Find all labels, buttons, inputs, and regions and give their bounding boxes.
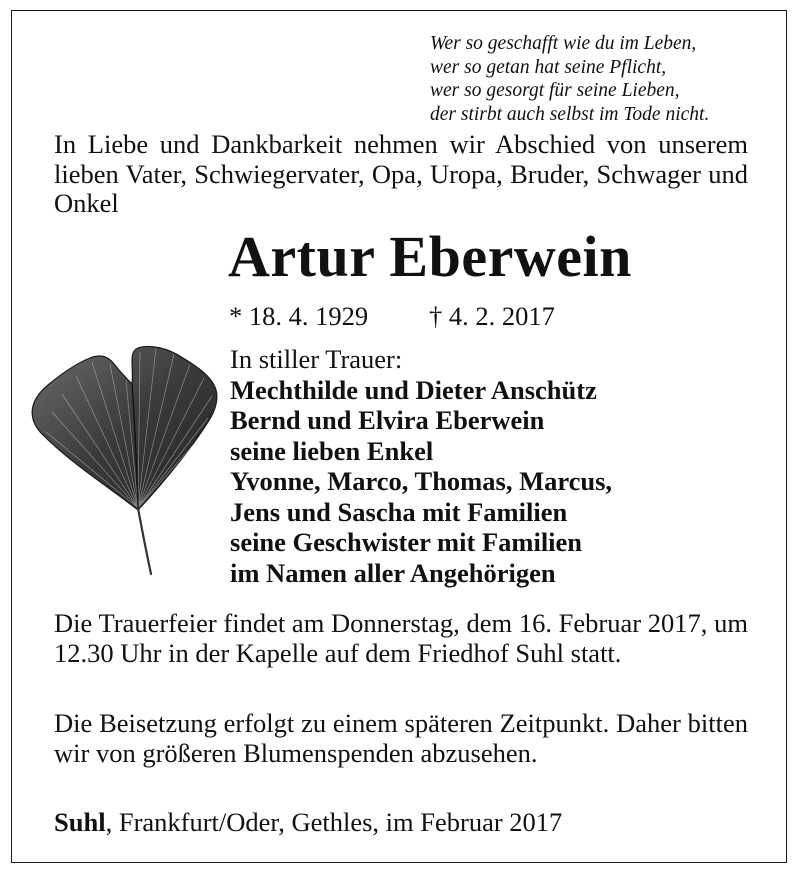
mourner-line: Yvonne, Marco, Thomas, Marcus, (230, 466, 613, 496)
intro-text: In Liebe und Dankbarkeit nehmen wir Abschied von unserem lieben Vater, Schwiegervater, Opa, Uropa, Bruder, Schwager und Onkel (54, 129, 748, 218)
mourner-line: seine lieben Enkel (230, 435, 434, 466)
mourner-line: seine Geschwister mit Familien (230, 527, 583, 557)
signature-line (54, 806, 562, 838)
deceased-name: Artur Eberwein (228, 224, 632, 289)
poem-line: der stirbt auch selbst im Tode nicht. (430, 103, 710, 125)
poem-line: Wer so geschafft wie du im Leben, (430, 33, 697, 54)
signature-place: Suhl (54, 807, 106, 837)
mourner-line: im Namen aller Angehörigen (230, 557, 556, 588)
poem (430, 32, 770, 126)
mourner-line: Mechthilde und Dieter Anschütz (230, 374, 597, 405)
birth-date: * 18. 4. 1929 (229, 301, 369, 331)
mourners-heading: In stiller Trauer: (230, 344, 403, 374)
poem-line: wer so getan hat seine Pflicht, (430, 56, 667, 78)
funeral-info: Die Trauerfeier findet am Donnerstag, dem 16. Februar 2017, um 12.30 Uhr in der Kapelle auf dem Friedhof Suhl statt. (54, 608, 748, 668)
signature-rest: , Frankfurt/Oder, Gethles, im Februar 2017 (105, 807, 563, 837)
mourner-line: Jens und Sascha mit Familien (230, 496, 568, 527)
burial-info: Die Beisetzung erfolgt zu einem späteren Zeitpunkt. Daher bitten wir von größeren Blumenspenden abzusehen. (54, 708, 748, 768)
ginkgo-leaf-icon (18, 340, 223, 580)
mourners-block (230, 344, 750, 588)
death-date: † 4. 2. 2017 (429, 301, 555, 331)
life-dates (229, 300, 555, 332)
poem-line: wer so gesorgt für seine Lieben, (430, 80, 680, 101)
mourner-line: Bernd und Elvira Eberwein (230, 405, 545, 435)
